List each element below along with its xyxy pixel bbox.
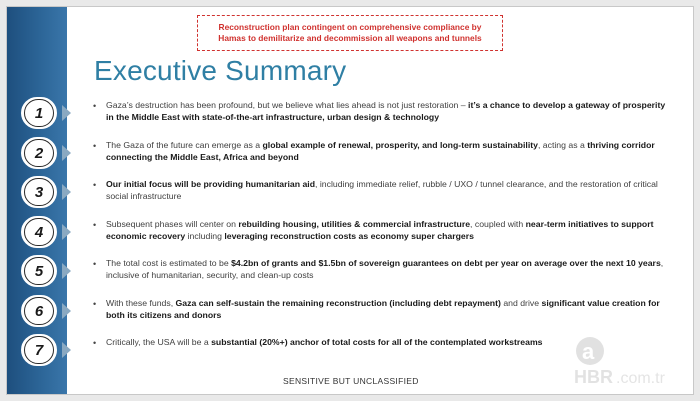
item-text-segment: , including immediate relief, rubble / UXO / tunnel clearance, and the restoration of critical social infrastructure [106,179,658,201]
chevron-right-icon [62,184,71,200]
item-number: 4 [24,218,54,246]
classification-footer: SENSITIVE BUT UNCLASSIFIED [283,376,419,386]
item-text-segment: The Gaza of the future can emerge as a [106,140,263,150]
bullet-icon: • [93,101,97,111]
item-text-emphasis: near-term initiatives to support economic recovery [106,219,654,241]
chevron-right-icon [62,145,71,161]
item-text [106,218,666,242]
item-text-emphasis: significant value creation for both its citizens and donors [106,298,660,320]
item-number-badge [21,295,57,327]
item-text-emphasis: Gaza can self-sustain the remaining reconstruction (including debt repayment) [175,298,501,308]
item-text-segment: , coupled with [470,219,526,229]
bullet-icon: • [93,220,97,230]
bullet-icon: • [93,299,97,309]
item-text-segment: , inclusive of humanitarian, security, and clean-up costs [106,258,664,280]
item-number-badge [21,97,57,129]
item-number-badge [21,216,57,248]
summary-item [21,294,661,330]
item-number: 5 [24,257,54,285]
item-number: 3 [24,178,54,206]
summary-item [21,333,661,369]
summary-item [21,136,661,172]
item-text [106,139,666,163]
svg-text:HBR: HBR [574,367,613,387]
bullet-icon: • [93,141,97,151]
item-text [106,257,666,281]
bullet-icon: • [93,338,97,348]
chevron-right-icon [62,105,71,121]
notice-line-1: Reconstruction plan contingent on comprehensive compliance by [218,22,482,32]
item-number-badge [21,255,57,287]
summary-item [21,254,664,290]
item-text-segment: With these funds, [106,298,176,308]
bullet-icon: • [93,259,97,269]
chevron-right-icon [62,224,71,240]
item-text-emphasis: $4.2bn of grants and $1.5bn of sovereign guarantees on debt per year on average over the next 10 years [231,258,661,268]
hbr-watermark-logo [572,329,692,389]
item-text-segment: Subsequent phases will center on [106,219,239,229]
notice-line-2: Hamas to demilitarize and decommission all weapons and tunnels [218,33,482,43]
item-number-badge [21,137,57,169]
item-text [106,178,666,202]
item-text-emphasis: leveraging reconstruction costs as economy super chargers [224,231,474,241]
item-text-emphasis: Our initial focus will be providing humanitarian aid [106,179,316,189]
bullet-icon: • [93,180,97,190]
item-text-segment: and drive [500,298,542,308]
item-text [106,99,666,123]
summary-item [21,175,661,211]
chevron-right-icon [62,263,71,279]
item-number: 2 [24,139,54,167]
item-number-badge [21,176,57,208]
item-text-emphasis: thriving corridor connecting the Middle East, Africa and beyond [106,140,655,162]
page-title: Executive Summary [94,55,347,86]
item-text-emphasis: global example of renewal, prosperity, and long-term sustainability [262,140,538,150]
svg-text:.com.tr: .com.tr [616,370,665,387]
item-text-segment: including [185,231,225,241]
svg-text:a: a [582,339,595,364]
item-number: 7 [24,336,54,364]
item-text [106,297,666,321]
item-number: 1 [24,99,54,127]
item-text-segment: Critically, the USA will be a [106,337,212,347]
chevron-right-icon [62,342,71,358]
item-text-emphasis: substantial (20%+) anchor of total costs for all of the contemplated workstreams [211,337,543,347]
item-number-badge [21,334,57,366]
item-number: 6 [24,297,54,325]
item-text-emphasis: it’s a chance to develop a gateway of prosperity in the Middle East with state-of-the-art infrastructure, urban design & technology [106,100,666,122]
summary-item [21,215,661,251]
item-text-segment: The total cost is estimated to be [106,258,232,268]
summary-item [21,96,666,132]
slide [6,6,694,395]
item-text-emphasis: rebuilding housing, utilities & commercial infrastructure [238,219,471,229]
item-text-segment: , acting as a [537,140,588,150]
compliance-notice [197,15,503,51]
chevron-right-icon [62,303,71,319]
item-text-segment: Gaza’s destruction has been profound, but we believe what lies ahead is not just restoration – [106,100,469,110]
